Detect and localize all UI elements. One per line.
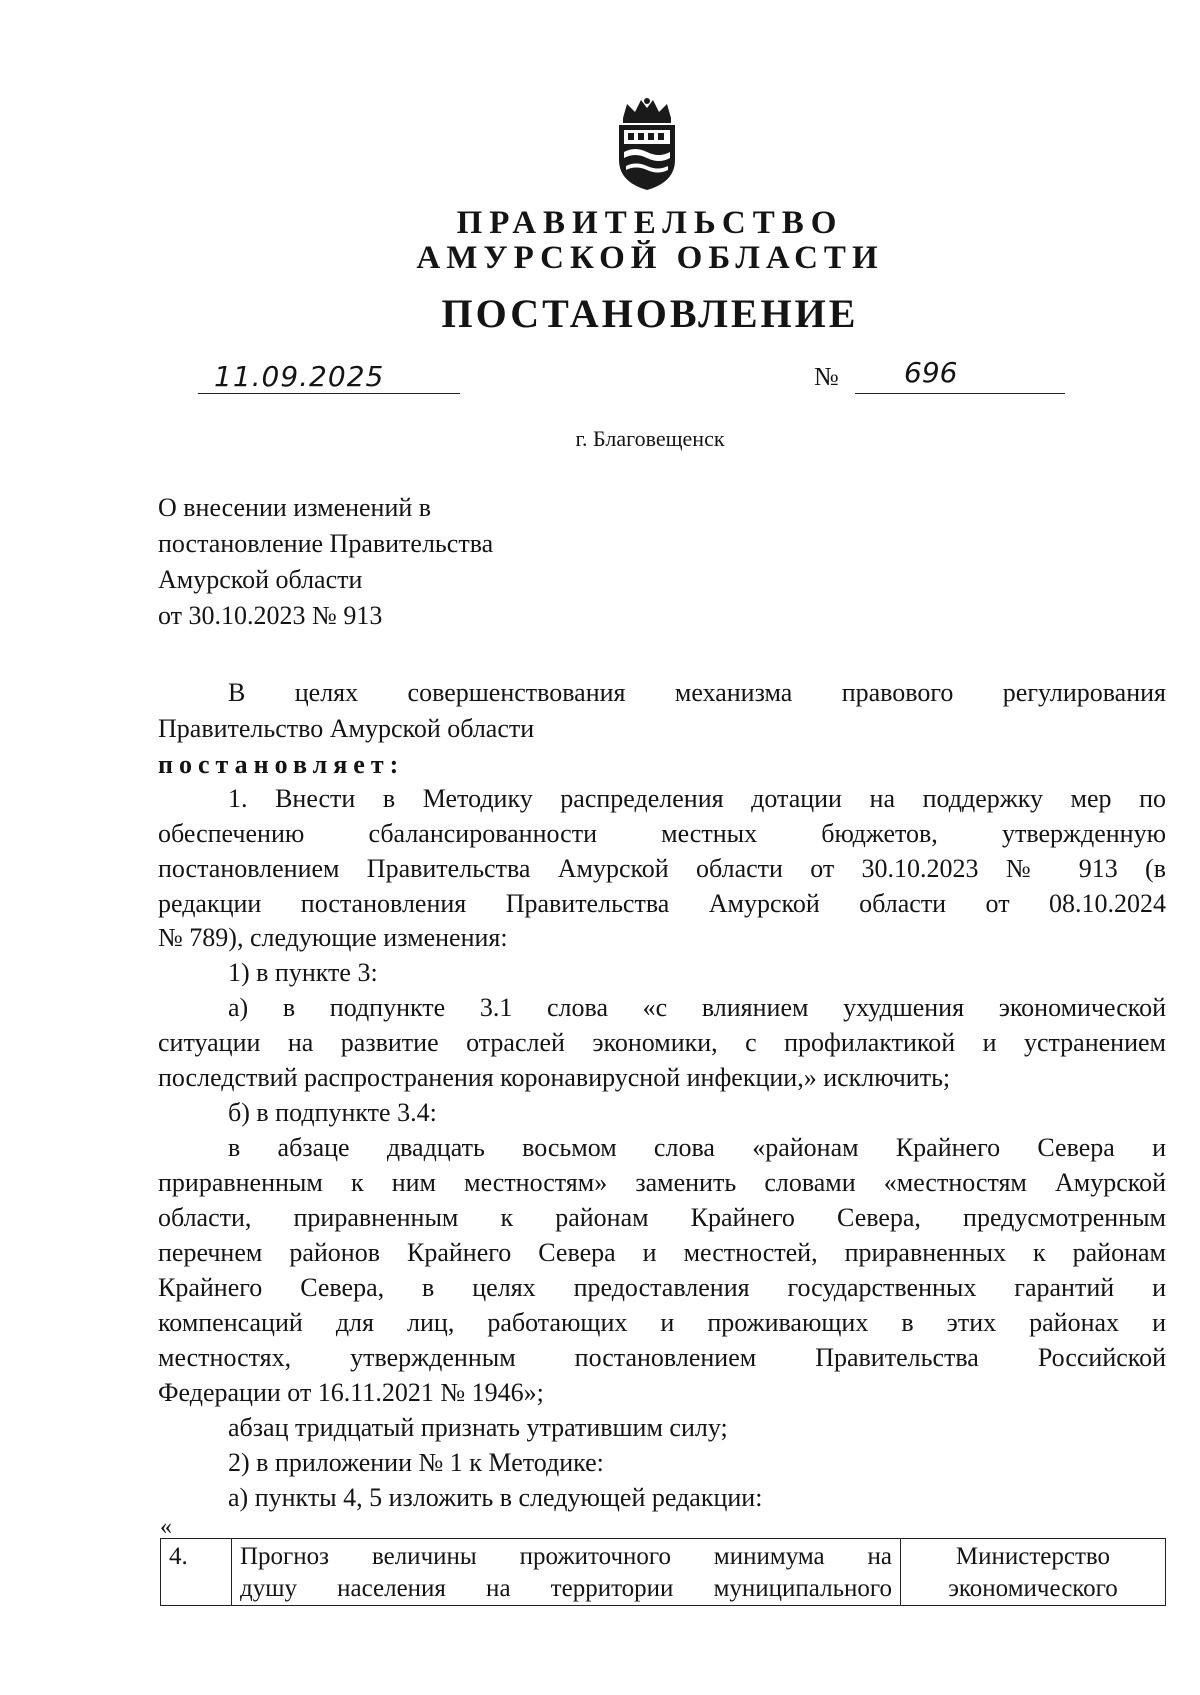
table-cell-text-line: душу населения на территории муниципального xyxy=(240,1575,892,1602)
body-line: приравненным к ним местностям» заменить словами «местностям Амурской xyxy=(158,1168,1166,1197)
table-cell-text-line: Прогноз величины прожиточного минимума на xyxy=(240,1543,892,1570)
body-line: Правительство Амурской области xyxy=(158,714,535,743)
subject-line: постановление Правительства xyxy=(158,529,494,558)
city: г. Благовещенск xyxy=(575,426,725,451)
body-line: Крайнего Севера, в целях предоставления государственных гарантий и xyxy=(158,1273,1166,1302)
body-line: В целях совершенствования механизма правового регулирования xyxy=(228,678,1166,707)
document-subject xyxy=(158,490,493,634)
coat-of-arms-icon xyxy=(609,96,685,192)
opening-quote: « xyxy=(160,1514,172,1540)
subject-line: Амурской области xyxy=(158,565,363,594)
subject-line: О внесении изменений в xyxy=(158,493,432,522)
table-cell-org xyxy=(901,1539,1166,1606)
number-underline xyxy=(855,363,1065,394)
table-row xyxy=(161,1539,1166,1606)
org-name-line2: АМУРСКОЙ ОБЛАСТИ xyxy=(416,240,884,276)
body-line: Федерации от 16.11.2021 № 1946»; xyxy=(158,1378,544,1407)
body-line: области, приравненным к районам Крайнего Севера, предусмотренным xyxy=(158,1203,1166,1232)
body-line: компенсаций для лиц, работающих и проживающих в этих районах и xyxy=(158,1308,1166,1337)
body-line: последствий распространения коронавирусной инфекции,» исключить; xyxy=(158,1063,951,1092)
document-date: 11.09.2025 xyxy=(214,360,385,393)
body-line: 2) в приложении № 1 к Методике: xyxy=(228,1448,604,1477)
resolves-keyword: постановляет: xyxy=(158,750,405,779)
amendment-table xyxy=(160,1538,1166,1606)
body-line: абзац тридцатый признать утратившим силу; xyxy=(228,1413,728,1442)
body-line: 1) в пункте 3: xyxy=(228,958,378,987)
table-cell-org-line: экономического xyxy=(948,1575,1118,1602)
table-cell-text xyxy=(232,1539,901,1606)
body-line: № 789), следующие изменения: xyxy=(158,923,508,952)
body-line: а) пункты 4, 5 изложить в следующей редакции: xyxy=(228,1483,763,1512)
body-line: перечнем районов Крайнего Севера и местностей, приравненных к районам xyxy=(158,1238,1166,1267)
document-type: ПОСТАНОВЛЕНИЕ xyxy=(441,291,859,336)
body-line: б) в подпункте 3.4: xyxy=(228,1098,437,1127)
table-cell-number: 4. xyxy=(161,1539,232,1606)
body-line: редакции постановления Правительства Амурской области от 08.10.2024 xyxy=(158,889,1166,918)
table-cell-org-line: Министерство xyxy=(955,1543,1111,1570)
body-line: 1. Внести в Методику распределения дотации на поддержку мер по xyxy=(228,784,1166,813)
body-line: ситуации на развитие отраслей экономики, с профилактикой и устранением xyxy=(158,1028,1166,1057)
body-line: местностях, утвержденным постановлением Правительства Российской xyxy=(158,1343,1166,1372)
body-line: постановлением Правительства Амурской области от 30.10.2023 № 913 (в xyxy=(158,854,1166,883)
number-sign: № xyxy=(814,362,839,391)
body-line: обеспечению сбалансированности местных бюджетов, утвержденную xyxy=(158,819,1166,848)
document-number: 696 xyxy=(904,356,958,389)
body-line: в абзаце двадцать восьмом слова «районам Крайнего Севера и xyxy=(228,1133,1166,1162)
body-line: а) в подпункте 3.1 слова «с влиянием ухудшения экономической xyxy=(228,993,1166,1022)
subject-line: от 30.10.2023 № 913 xyxy=(158,601,383,630)
org-name-line1: ПРАВИТЕЛЬСТВО xyxy=(456,205,844,241)
